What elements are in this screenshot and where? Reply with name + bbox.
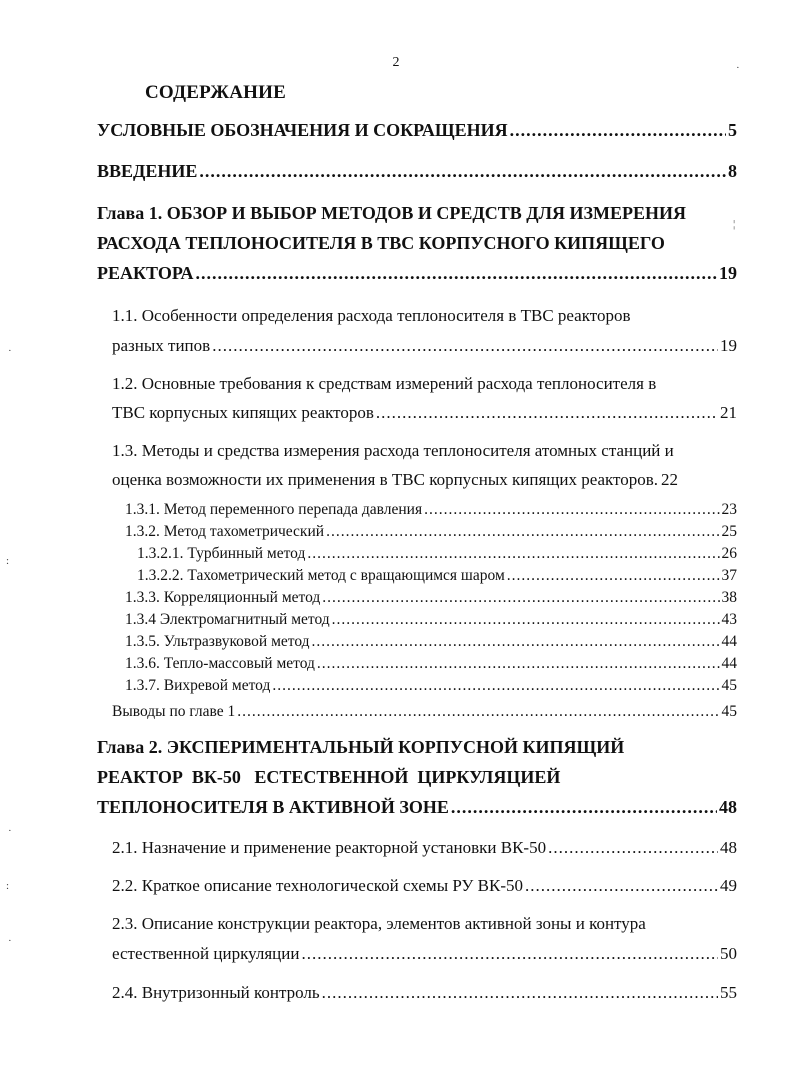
toc-entry-page: 23 [721,501,737,518]
toc-entry-section-1-3-4[interactable] [125,611,737,629]
toc-entry-page: 44 [721,633,737,650]
scan-speck: · [8,935,12,947]
toc-entry-section-2-1[interactable] [112,838,737,858]
toc-entry-title: ВВЕДЕНИЕ [97,161,198,181]
dot-leader [301,944,718,964]
toc-entry-page: 21 [720,403,737,422]
toc-entry-page: 48 [720,838,737,857]
toc-chapter-1-line-2: РАСХОДА ТЕПЛОНОСИТЕЛЯ В ТВС КОРПУСНОГО КИПЯЩЕГО [97,233,665,253]
dot-leader [332,611,720,629]
toc-entry-chapter-2[interactable] [97,797,737,818]
toc-entry-page: 19 [720,336,737,355]
toc-entry-page: 5 [728,120,737,140]
dot-leader [525,876,718,896]
toc-entry-page: 8 [728,161,737,181]
dot-leader [199,161,726,182]
toc-section-2-3-line-1: 2.3. Описание конструкции реактора, элементов активной зоны и контура [112,914,646,933]
toc-entry-page: 37 [721,567,737,584]
toc-entry-page: 49 [720,876,737,895]
dot-leader [272,677,719,695]
toc-entry-section-1-3-6[interactable] [125,655,737,673]
toc-entry-title: оценка возможности их применения в ТВС корпусных кипящих реакторов. [112,470,659,489]
toc-entry-section-1-3-7[interactable] [125,677,737,695]
toc-entry-section-1-1[interactable] [112,336,737,356]
toc-entry-section-1-3-2-1[interactable] [137,545,737,563]
toc-entry-section-1-3-2-2[interactable] [137,567,737,585]
toc-entry-chapter-1[interactable] [97,263,737,284]
dot-leader [237,703,719,721]
toc-entry-section-1-3-3[interactable] [125,589,737,607]
toc-entry-title: 1.3.2.1. Турбинный метод [137,545,306,562]
toc-entry-title: Выводы по главе 1 [112,703,236,720]
toc-entry-title: разных типов [112,336,211,355]
toc-entry-title: ТВС корпусных кипящих реакторов [112,403,374,422]
toc-entry-page: 55 [720,983,737,1002]
toc-entry-introduction[interactable] [97,161,737,182]
toc-section-1-1-line-1: 1.1. Особенности определения расхода теплоносителя в ТВС реакторов [112,306,631,325]
dot-leader [451,797,717,818]
dot-leader [322,983,718,1003]
toc-entry-page: 45 [721,703,737,720]
dot-leader [212,336,718,356]
dot-leader [507,567,720,585]
toc-entry-title: РЕАКТОРА [97,263,194,283]
toc-entry-section-2-4[interactable] [112,983,737,1003]
toc-entry-page: 38 [721,589,737,606]
dot-leader [326,523,719,541]
toc-entry-title: 1.3.1. Метод переменного перепада давления [125,501,423,518]
toc-heading: СОДЕРЖАНИЕ [145,82,286,103]
toc-chapter-2-line-2: РЕАКТОР ВК-50 ЕСТЕСТВЕННОЙ ЦИРКУЛЯЦИЕЙ [97,767,561,787]
toc-entry-page: 48 [719,797,737,817]
toc-entry-abbreviations[interactable] [97,120,737,141]
toc-entry-page: 44 [721,655,737,672]
dot-leader [424,501,719,519]
toc-entry-page: 50 [720,944,737,963]
toc-entry-title: 2.2. Краткое описание технологической схемы РУ ВК-50 [112,876,524,895]
dot-leader [548,838,718,858]
dot-leader [322,589,719,607]
scan-speck: : [6,880,10,892]
toc-chapter-2-line-1: Глава 2. ЭКСПЕРИМЕНТАЛЬНЫЙ КОРПУСНОЙ КИПЯЩИЙ [97,737,625,757]
toc-entry-section-1-3-5[interactable] [125,633,737,651]
toc-chapter-1-line-1: Глава 1. ОБЗОР И ВЫБОР МЕТОДОВ И СРЕДСТВ ДЛЯ ИЗМЕРЕНИЯ [97,203,687,223]
dot-leader [307,545,719,563]
page-number: 2 [392,55,400,70]
toc-entry-chapter-1-conclusions[interactable] [112,703,737,721]
toc-entry-section-2-2[interactable] [112,876,737,896]
toc-entry-section-1-3[interactable] [112,470,737,490]
toc-entry-title: 1.3.2.2. Тахометрический метод с вращающимся шаром [137,567,505,584]
toc-entry-section-1-3-1[interactable] [125,501,737,519]
toc-entry-title: 1.3.5. Ультразвуковой метод [125,633,310,650]
scan-speck: : [6,555,10,567]
toc-entry-title: 1.3.2. Метод тахометрический [125,523,325,540]
toc-entry-section-1-3-2[interactable] [125,523,737,541]
scan-speck: · [8,825,12,837]
toc-entry-title: 2.1. Назначение и применение реакторной установки ВК-50 [112,838,547,857]
toc-entry-page: 19 [719,263,737,283]
toc-entry-page: 22 [661,470,679,489]
toc-entry-page: 26 [721,545,737,562]
toc-entry-page: 45 [721,677,737,694]
toc-entry-section-2-3[interactable] [112,944,737,964]
dot-leader [196,263,717,284]
toc-entry-title: 2.4. Внутризонный контроль [112,983,320,1002]
scan-speck: ¦ [733,218,736,230]
toc-section-1-3-line-1: 1.3. Методы и средства измерения расхода теплоносителя атомных станций и [112,441,674,460]
toc-entry-title: УСЛОВНЫЕ ОБОЗНАЧЕНИЯ И СОКРАЩЕНИЯ [97,120,508,140]
toc-entry-title: 1.3.6. Тепло-массовый метод [125,655,315,672]
dot-leader [312,633,720,651]
dot-leader [317,655,720,673]
dot-leader [510,120,726,141]
toc-section-1-2-line-1: 1.2. Основные требования к средствам измерений расхода теплоносителя в [112,374,657,393]
toc-entry-title: 1.3.7. Вихревой метод [125,677,271,694]
toc-entry-section-1-2[interactable] [112,403,737,423]
toc-entry-title: 1.3.3. Корреляционный метод [125,589,321,606]
dot-leader [376,403,718,423]
scan-speck: · [736,62,740,74]
toc-entry-page: 25 [721,523,737,540]
toc-entry-title: ТЕПЛОНОСИТЕЛЯ В АКТИВНОЙ ЗОНЕ [97,797,449,817]
toc-entry-page: 43 [721,611,737,628]
toc-entry-title: естественной циркуляции [112,944,300,963]
scan-speck: · [8,345,12,357]
toc-entry-title: 1.3.4 Электромагнитный метод [125,611,330,628]
